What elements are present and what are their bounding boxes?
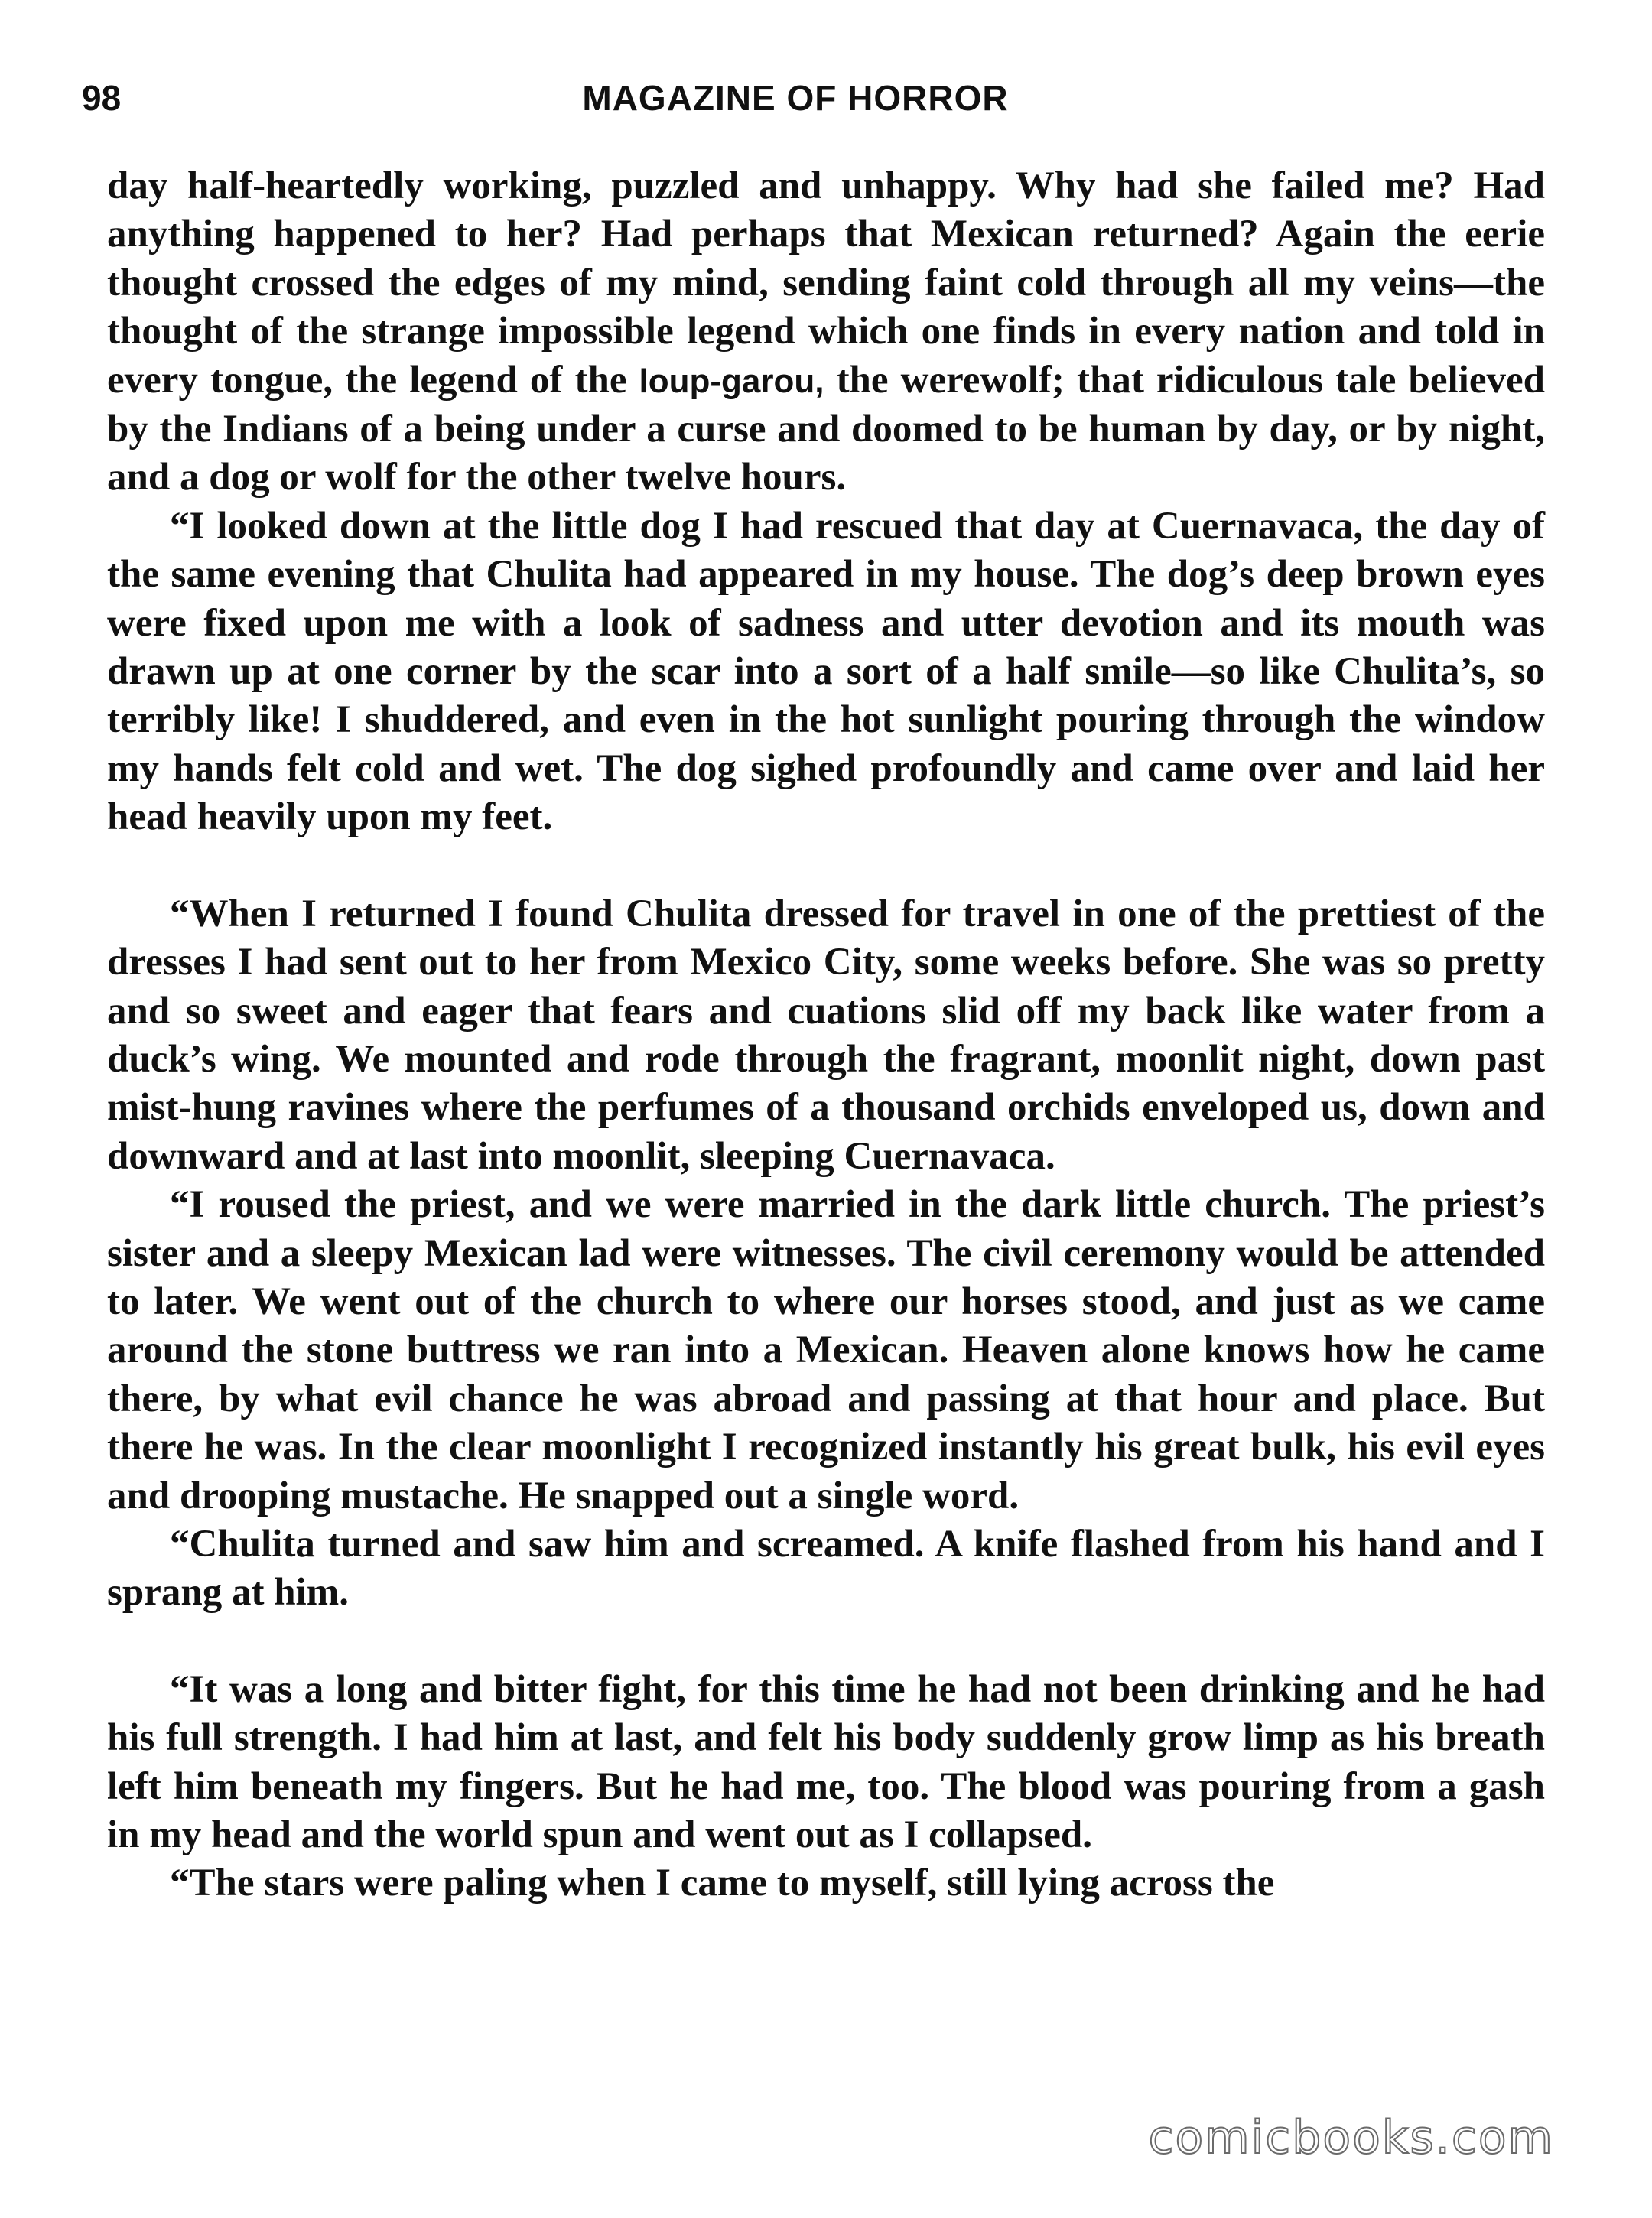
paragraph-1 bbox=[107, 162, 1545, 502]
paragraph-1-text-b: the werewolf; that ridiculous tale believed by the Indians of a being under a curse and doomed to be human by day, or by night, and a dog or wolf for the other twelve hours. bbox=[107, 358, 1545, 499]
paragraph-4: “I roused the priest, and we were married in the dark little church. The priest’s sister and a sleepy Mexican lad were witnesses. The civil ceremony would be attended to later. We went out of the church to where our horses stood, and just as we came around the stone buttress we ran into a Mexican. Heaven alone knows how he came there, by what evil chance he was abroad and passing at that hour and place. But there he was. In the clear moonlight I recognized instantly his great bulk, his evil eyes and drooping mustache. He snapped out a single word. bbox=[107, 1183, 1545, 1517]
site-watermark: comicbooks.com bbox=[1148, 2111, 1554, 2164]
page-header bbox=[0, 75, 1652, 136]
paragraph-7: “The stars were paling when I came to myself, still lying across the bbox=[170, 1862, 1275, 1905]
loup-garou-term: loup-garou, bbox=[639, 362, 824, 400]
paragraph-1-text-a: day half-heartedly working, puzzled and unhappy. Why had she failed me? Had anything happened to her? Had perhaps that Mexican returned? Again the eerie thought crossed the edges of my mind, sending faint cold through all my veins—the thought of the strange impossible legend which one finds in every nation and told in every tongue, the legend of the bbox=[107, 164, 1545, 402]
paragraph-2: “I looked down at the little dog I had rescued that day at Cuernavaca, the day of the same evening that Chulita had appeared in my house. The dog’s deep brown eyes were fixed upon me with a look of sadness and utter devotion and its mouth was drawn up at one corner by the scar into a sort of a half smile—so like Chulita’s, so terribly like! I shuddered, and even in the hot sunlight pouring through the window my hands felt cold and wet. The dog sighed profoundly and came over and laid her head heavily upon my feet. bbox=[107, 504, 1545, 839]
running-head: MAGAZINE OF HORROR bbox=[582, 78, 1009, 118]
story-text bbox=[107, 162, 1545, 1908]
paragraph-5: “Chulita turned and saw him and screamed. A knife flashed from his hand and I sprang at him. bbox=[107, 1522, 1545, 1615]
paragraph-3: “When I returned I found Chulita dressed for travel in one of the prettiest of the dresses I had sent out to her from Mexico City, some weeks before. She was so pretty and so sweet and eager that fears and cuations slid off my back like water from a duck’s wing. We mounted and rode through the fragrant, moonlit night, down past mist-hung ravines where the perfumes of a thousand orchids enveloped us, down and downward and at last into moonlit, sleeping Cuernavaca. bbox=[107, 892, 1545, 1178]
page-number: 98 bbox=[82, 78, 122, 118]
paragraph-6: “It was a long and bitter fight, for this time he had not been drinking and he had his full strength. I had him at last, and felt his body suddenly grow limp as his breath left him beneath my fingers. But he had me, too. The blood was pouring from a gash in my head and the world spun and went out as I collapsed. bbox=[107, 1667, 1545, 1856]
